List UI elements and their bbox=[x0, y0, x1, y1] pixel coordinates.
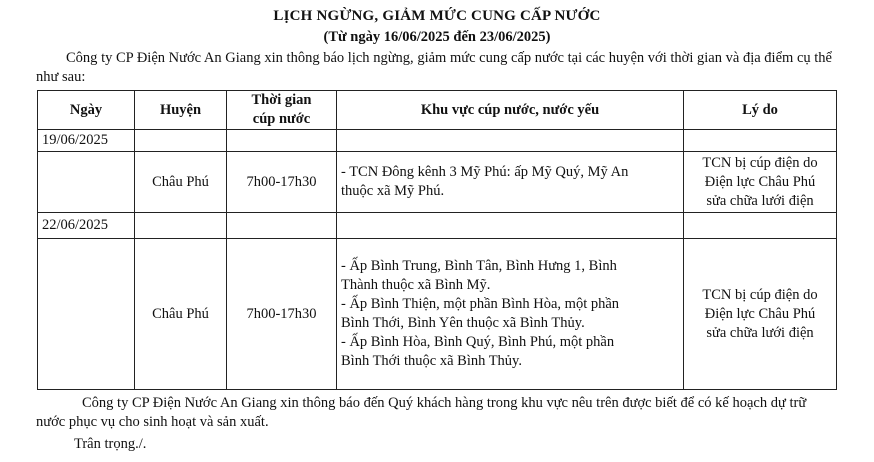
closing-paragraph: Công ty CP Điện Nước An Giang xin thông báo đến Quý khách hàng trong khu vực nêu trên được biết để có kế hoạch dự trữ nước phục vụ cho sinh hoạt và sản xuất. bbox=[36, 395, 807, 430]
date-row bbox=[38, 130, 837, 152]
empty-cell bbox=[684, 213, 837, 239]
district-cell: Châu Phú bbox=[135, 152, 227, 213]
empty-cell bbox=[337, 130, 684, 152]
empty-cell bbox=[38, 239, 135, 390]
notice-subtitle: (Từ ngày 16/06/2025 đến 23/06/2025) bbox=[323, 29, 551, 45]
notice-title: LỊCH NGỪNG, GIẢM MỨC CUNG CẤP NƯỚC bbox=[273, 8, 601, 24]
header-area: Khu vực cúp nước, nước yếu bbox=[337, 91, 684, 130]
area-line: - Ấp Bình Hòa, Bình Quý, Bình Phú, một phần bbox=[341, 334, 615, 350]
time-cell: 7h00-17h30 bbox=[227, 152, 337, 213]
table-header-row bbox=[38, 91, 837, 130]
empty-cell bbox=[684, 130, 837, 152]
reason-line: TCN bị cúp điện do bbox=[702, 154, 818, 171]
header-reason: Lý do bbox=[684, 91, 837, 130]
outage-schedule-table bbox=[37, 90, 837, 390]
area-line: - Ấp Bình Thiện, một phần Bình Hòa, một phần bbox=[341, 296, 620, 312]
intro-paragraph: Công ty CP Điện Nước An Giang xin thông báo lịch ngừng, giảm mức cung cấp nước tại các huyện với thời gian và địa điểm cụ thể như sau: bbox=[36, 50, 832, 85]
area-line: - Ấp Bình Trung, Bình Tân, Bình Hưng 1, Bình bbox=[341, 258, 617, 274]
date-row bbox=[38, 213, 837, 239]
area-line: - TCN Đông kênh 3 Mỹ Phú: ấp Mỹ Quý, Mỹ An bbox=[341, 164, 629, 180]
district-cell: Châu Phú bbox=[135, 239, 227, 390]
header-time-line1: Thời gian bbox=[251, 92, 312, 108]
header-time bbox=[227, 91, 337, 130]
empty-cell bbox=[135, 130, 227, 152]
signoff: Trân trọng./. bbox=[74, 436, 147, 452]
area-line: Thành thuộc xã Bình Mỹ. bbox=[341, 277, 491, 293]
header-district: Huyện bbox=[135, 91, 227, 130]
empty-cell bbox=[227, 213, 337, 239]
reason-line: TCN bị cúp điện do bbox=[702, 286, 818, 303]
reason-line: sửa chữa lưới điện bbox=[706, 192, 814, 209]
reason-cell bbox=[684, 239, 837, 390]
empty-cell bbox=[38, 152, 135, 213]
area-line: Bình Thới, Bình Yên thuộc xã Bình Thủy. bbox=[341, 315, 585, 331]
table-row bbox=[38, 239, 837, 390]
area-line: Bình Thới thuộc xã Bình Thủy. bbox=[341, 353, 522, 369]
empty-cell bbox=[337, 213, 684, 239]
empty-cell bbox=[135, 213, 227, 239]
date-cell: 19/06/2025 bbox=[38, 130, 135, 152]
empty-cell bbox=[227, 130, 337, 152]
reason-line: Điện lực Châu Phú bbox=[704, 305, 816, 322]
table-row bbox=[38, 152, 837, 213]
header-date: Ngày bbox=[38, 91, 135, 130]
area-cell bbox=[337, 239, 684, 390]
reason-cell bbox=[684, 152, 837, 213]
time-cell: 7h00-17h30 bbox=[227, 239, 337, 390]
area-line: thuộc xã Mỹ Phú. bbox=[341, 183, 445, 199]
header-time-line2: cúp nước bbox=[252, 111, 311, 127]
date-cell: 22/06/2025 bbox=[38, 213, 135, 239]
reason-line: Điện lực Châu Phú bbox=[704, 173, 816, 190]
reason-line: sửa chữa lưới điện bbox=[706, 324, 814, 341]
area-cell bbox=[337, 152, 684, 213]
